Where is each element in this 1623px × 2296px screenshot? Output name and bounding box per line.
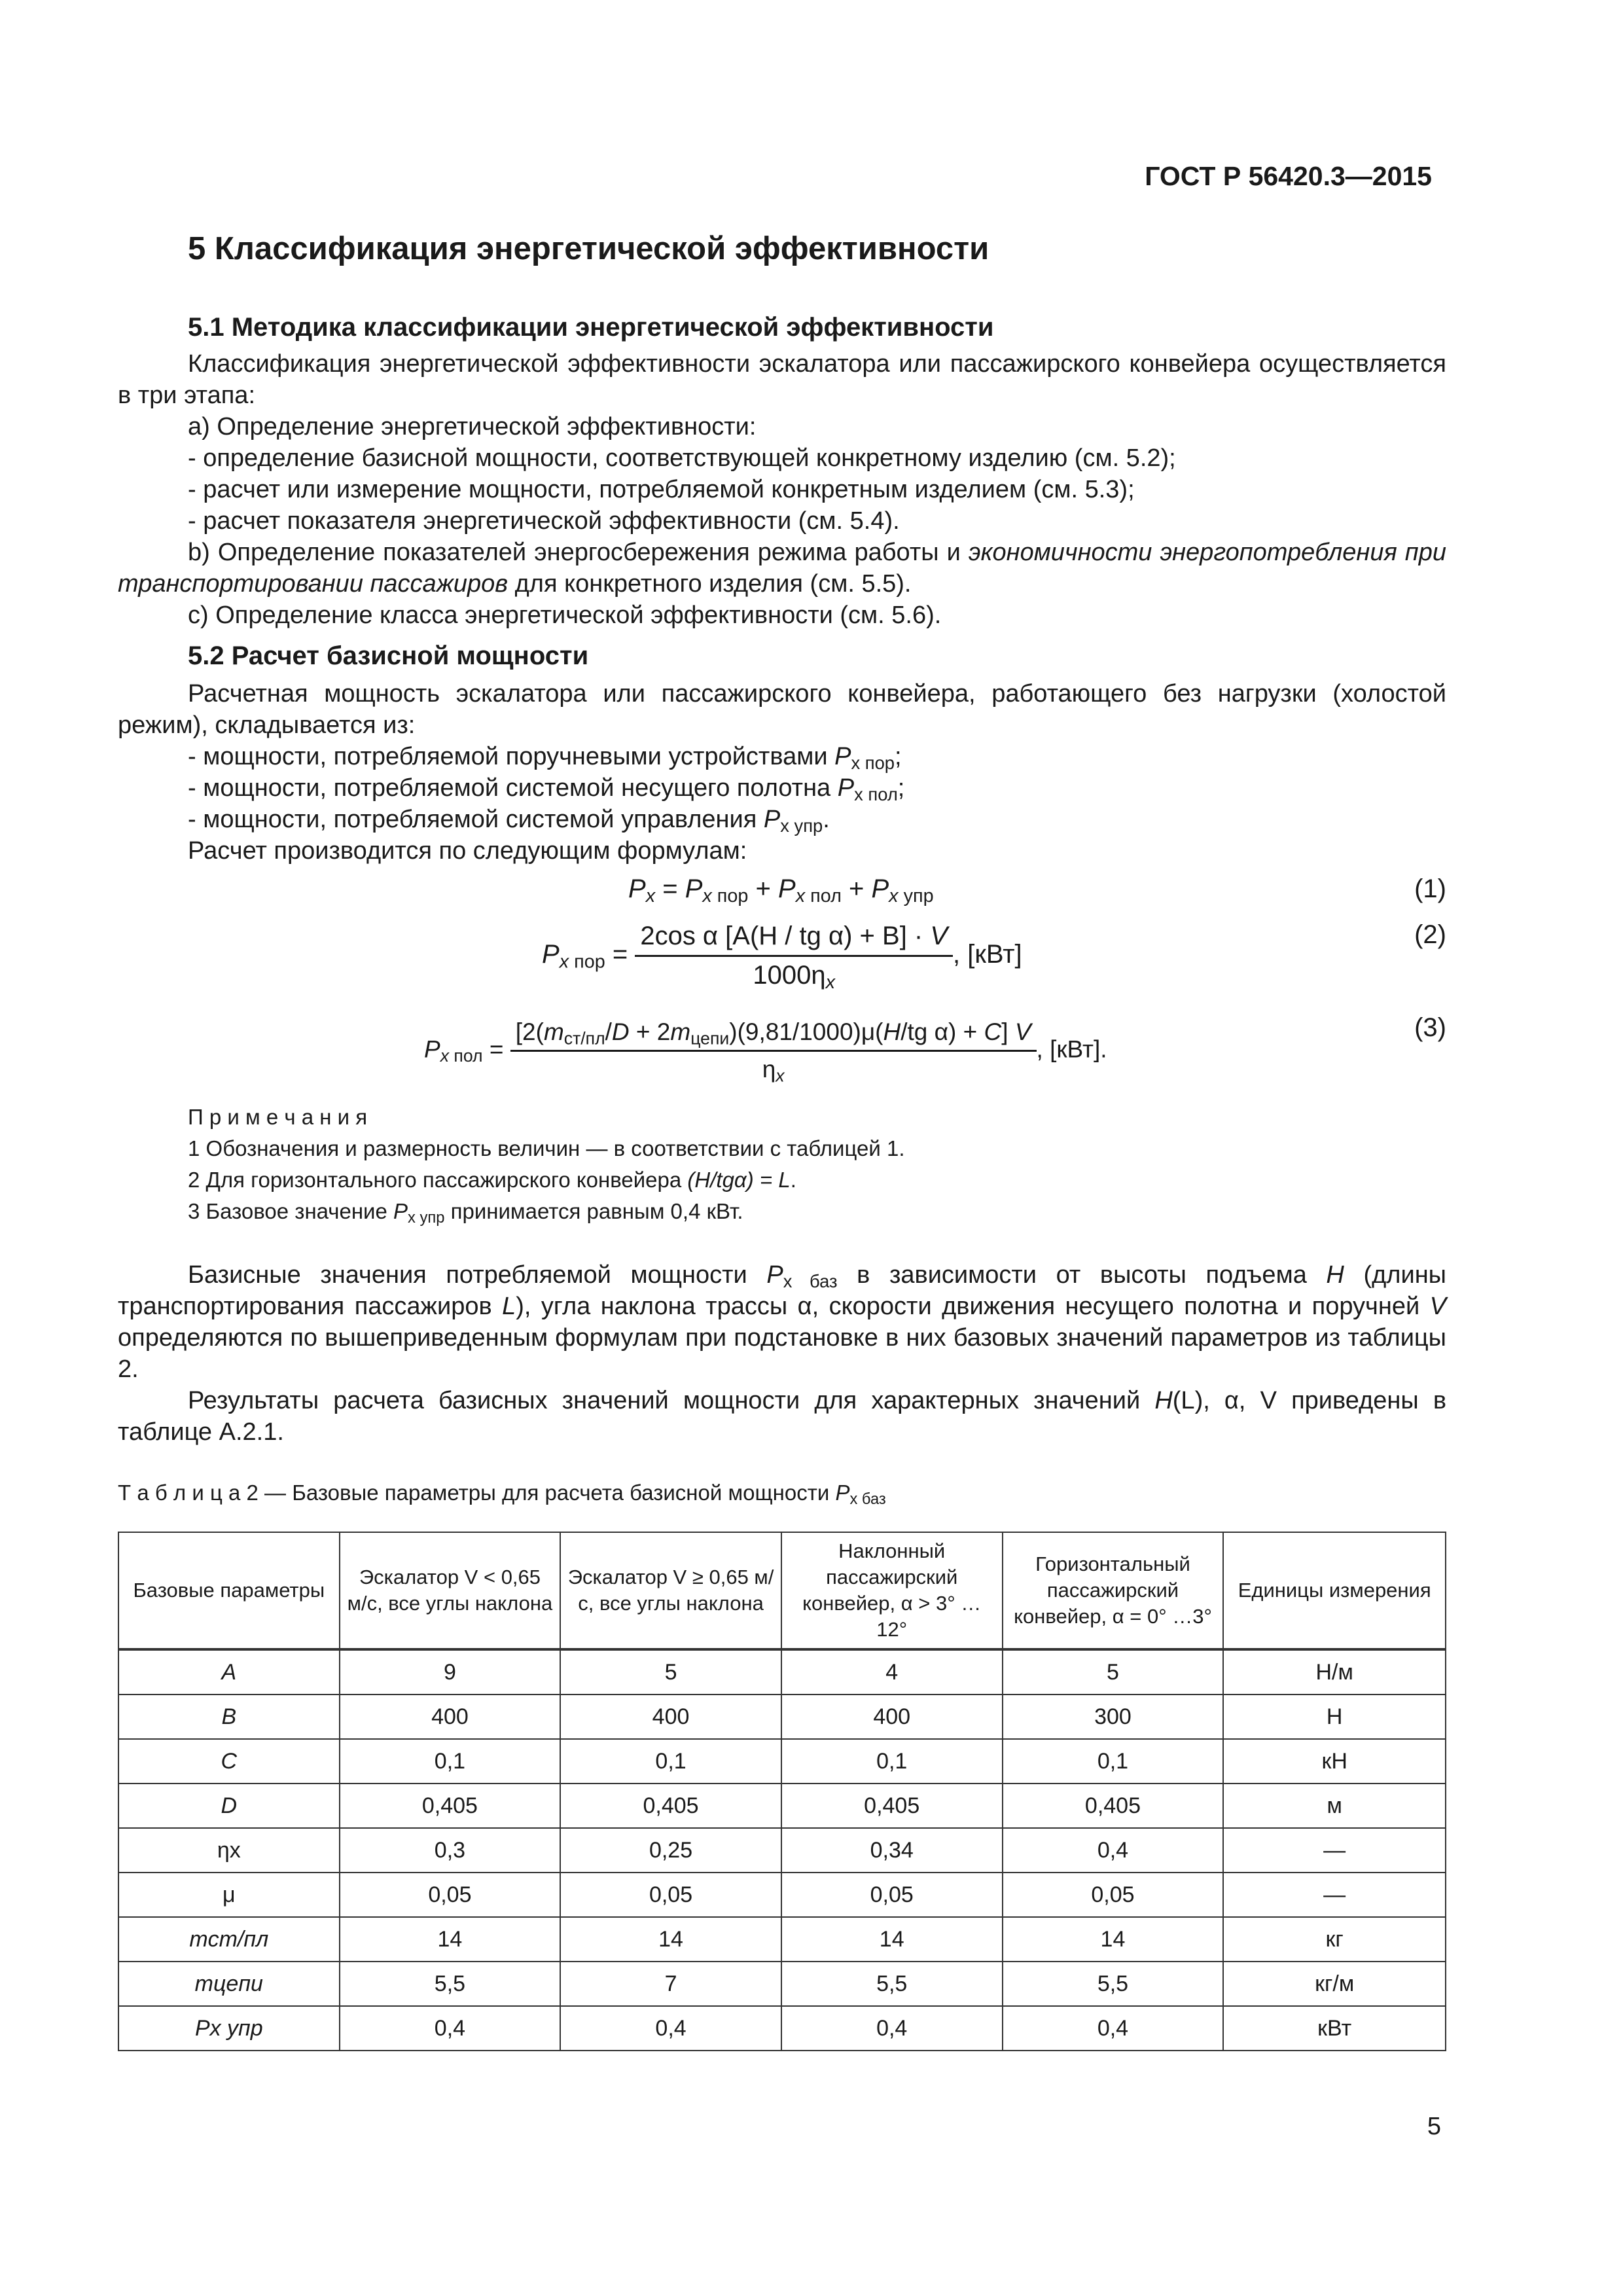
table-cell-unit: Н/м (1223, 1649, 1446, 1695)
table-cell-parameter: mцепи (118, 1962, 340, 2006)
document-header-standard: ГОСТ Р 56420.3—2015 (1145, 161, 1432, 191)
table-cell: 9 (340, 1649, 561, 1695)
table-cell: 14 (340, 1917, 561, 1962)
paragraph-intro-5-2: Расчетная мощность эскалатора или пассажирского конвейера, работающего без нагрузки (холостой режим), складывается из: (118, 680, 1446, 739)
table-cell-unit: — (1223, 1828, 1446, 1873)
table-cell-unit: — (1223, 1873, 1446, 1917)
table-row (118, 1784, 1446, 1828)
table-header-cell: Единицы измерения (1223, 1532, 1446, 1649)
table-cell: 5 (560, 1649, 781, 1695)
table-cell-parameter: μ (118, 1873, 340, 1917)
list-item-control-power: - мощности, потребляемой системой управления $P_{x упр}$. (188, 806, 830, 836)
table-cell-parameter: C (118, 1739, 340, 1784)
table-row (118, 2006, 1446, 2051)
table-cell: 0,34 (781, 1828, 1003, 1873)
formula-1: $P_x = P_{x пор} + P_{x пол} + P_{x упр}$ (628, 874, 934, 907)
page-number: 5 (1427, 2113, 1441, 2140)
table-row (118, 1873, 1446, 1917)
table-cell-parameter: mст/пл (118, 1917, 340, 1962)
formula-3-number: (3) (1414, 1013, 1446, 1042)
table-row (118, 1962, 1446, 2006)
list-item-handrail-power: - мощности, потребляемой поручневыми устройствами $P_{x пор}$; (188, 743, 902, 773)
formula-2: $P_{x пор}$ = $\frac{\text{2cos α [A(H / tg α) + B] · V}}{1000\eta_x}$ , [кВт] (542, 922, 1022, 994)
table-cell: 0,405 (340, 1784, 561, 1828)
table-cell-unit: кг/м (1223, 1962, 1446, 2006)
subsection-5-2-title: 5.2 Расчет базисной мощности (188, 641, 589, 670)
item-a: а) Определение энергетической эффективности: (188, 413, 757, 440)
table-cell: 7 (560, 1962, 781, 2006)
table-row (118, 1649, 1446, 1695)
item-a1: - определение базисной мощности, соответствующей конкретному изделию (см. 5.2); (188, 444, 1176, 472)
formula-2-number: (2) (1414, 920, 1446, 949)
table-cell: 0,1 (781, 1739, 1003, 1784)
table-cell: 0,05 (1003, 1873, 1224, 1917)
table-cell: 0,1 (560, 1739, 781, 1784)
table-cell: 0,1 (1003, 1739, 1224, 1784)
table-cell-parameter: D (118, 1784, 340, 1828)
table-cell-parameter: B (118, 1695, 340, 1739)
table-cell: 14 (560, 1917, 781, 1962)
table-header-row (118, 1532, 1446, 1649)
formulas-intro: Расчет производится по следующим формулам: (188, 837, 747, 865)
notes-title: П р и м е ч а н и я (188, 1105, 368, 1129)
table-cell: 0,1 (340, 1739, 561, 1784)
table-cell: 5,5 (1003, 1962, 1224, 2006)
table-row (118, 1695, 1446, 1739)
item-c: c) Определение класса энергетической эффективности (см. 5.6). (188, 601, 942, 629)
table-cell: 0,4 (1003, 2006, 1224, 2051)
item-b: b) Определение показателей энергосбережения режима работы и экономичности энергопотребления при транспортировании пассажиров для конкретного изделия (см. 5.5). (118, 539, 1446, 598)
table-cell: 0,3 (340, 1828, 561, 1873)
table-cell-unit: м (1223, 1784, 1446, 1828)
table-cell-unit: Н (1223, 1695, 1446, 1739)
table-row (118, 1828, 1446, 1873)
table-cell: 14 (781, 1917, 1003, 1962)
paragraph-intro-5-1: Классификация энергетической эффективности эскалатора или пассажирского конвейера осуществляется в три этапа: (118, 350, 1446, 409)
table-cell-unit: кг (1223, 1917, 1446, 1962)
table-header-cell: Эскалатор V < 0,65 м/с, все углы наклона (340, 1532, 561, 1649)
table-cell: 4 (781, 1649, 1003, 1695)
table-cell: 0,4 (340, 2006, 561, 2051)
note-2: 2 Для горизонтального пассажирского конвейера (H/tgα) = L. (188, 1168, 796, 1192)
table-header-cell: Наклонный пассажирский конвейер, α > 3° …12° (781, 1532, 1003, 1649)
table-row (118, 1917, 1446, 1962)
paragraph-results: Результаты расчета базисных значений мощности для характерных значений H(L), α, V приведены в таблице А.2.1. (118, 1387, 1447, 1446)
table-header-cell: Горизонтальный пассажирский конвейер, α = 0° …3° (1003, 1532, 1224, 1649)
item-a3: - расчет показателя энергетической эффективности (см. 5.4). (188, 507, 900, 535)
table-header-cell: Базовые параметры (118, 1532, 340, 1649)
list-item-pallet-power: - мощности, потребляемой системой несущего полотна $P_{x пол}$; (188, 774, 905, 804)
item-a2: - расчет или измерение мощности, потребляемой конкретным изделием (см. 5.3); (188, 476, 1135, 503)
table-cell-unit: кН (1223, 1739, 1446, 1784)
table-cell: 0,405 (1003, 1784, 1224, 1828)
table-cell: 14 (1003, 1917, 1224, 1962)
table-cell: 0,05 (560, 1873, 781, 1917)
table-cell: 0,405 (781, 1784, 1003, 1828)
table-cell: 0,25 (560, 1828, 781, 1873)
paragraph-base-values: Базисные значения потребляемой мощности $P_{x баз}$ в зависимости от высоты подъема H (длины транспортирования пассажиров L), угла наклона трассы α, скорости движения несущего полотна и поручней V определяются по вышеприведенным формулам при подстановке в них базовых значений параметров из таблицы 2. (118, 1261, 1447, 1383)
table-cell-unit: кВт (1223, 2006, 1446, 2051)
table-cell: 0,4 (560, 2006, 781, 2051)
base-parameters-table (118, 1532, 1446, 2051)
table-cell: 0,4 (1003, 1828, 1224, 1873)
table-cell: 400 (560, 1695, 781, 1739)
table-cell-parameter: A (118, 1649, 340, 1695)
note-3: 3 Базовое значение $P_{x упр}$ принимается равным 0,4 кВт. (188, 1199, 743, 1227)
table-cell-parameter: ηx (118, 1828, 340, 1873)
subsection-5-1-title: 5.1 Методика классификации энергетической эффективности (188, 313, 994, 342)
table-header-cell: Эскалатор V ≥ 0,65 м/с, все углы наклона (560, 1532, 781, 1649)
table-cell: 5 (1003, 1649, 1224, 1695)
note-1: 1 Обозначения и размерность величин — в соответствии с таблицей 1. (188, 1136, 905, 1160)
section-5-title: 5 Классификация энергетической эффективности (188, 231, 990, 266)
table-cell: 0,05 (781, 1873, 1003, 1917)
table-cell: 5,5 (340, 1962, 561, 2006)
table-cell: 0,405 (560, 1784, 781, 1828)
table-cell: 0,4 (781, 2006, 1003, 2051)
table-cell-parameter: Px упр (118, 2006, 340, 2051)
table-cell: 0,05 (340, 1873, 561, 1917)
table-cell: 300 (1003, 1695, 1224, 1739)
table-cell: 400 (781, 1695, 1003, 1739)
table-2-caption: Т а б л и ц а 2 — Базовые параметры для расчета базисной мощности $P_{x баз}$ (118, 1480, 886, 1508)
formula-3: $P_{x пол}$ = $\frac{[2(m_{ст/пл}/D + 2m_{цепи})(9,81/1000)\mu(H/tg \alpha) + C] V}{\eta_x}$ , [кВт]. (424, 1018, 1107, 1086)
table-cell: 400 (340, 1695, 561, 1739)
formula-1-number: (1) (1414, 874, 1446, 903)
table-row (118, 1739, 1446, 1784)
table-cell: 5,5 (781, 1962, 1003, 2006)
